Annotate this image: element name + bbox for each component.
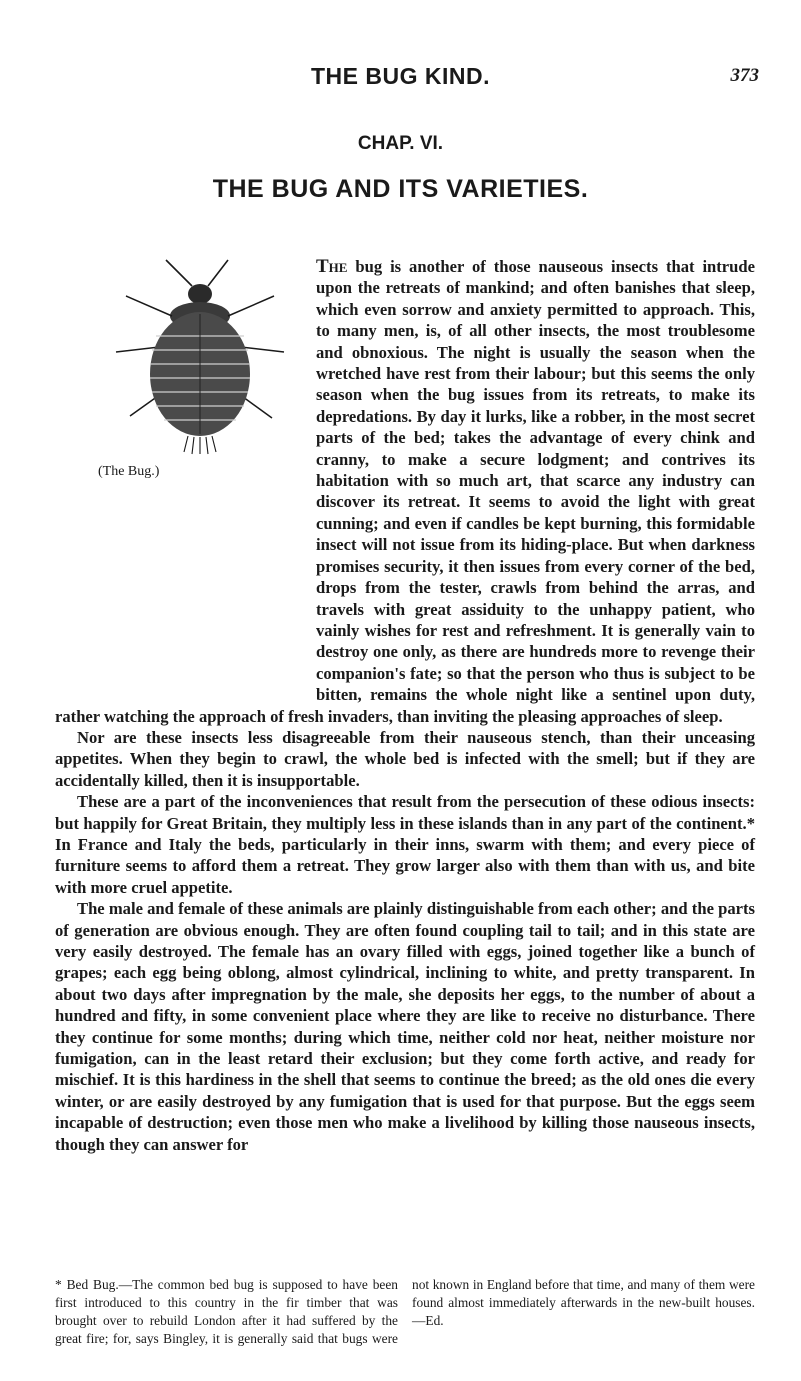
chapter-label: CHAP. VI. [357, 133, 444, 154]
page-number: 373 [730, 65, 759, 86]
running-title: THE BUG KIND. [311, 63, 490, 89]
paragraph-3: These are a part of the inconveniences that result from the persecution of these odious insects: but happily for Great Britain, they multiply less in these islands than in any part of the continent.* In France and Italy the beds, particularly in their inns, swarm with them; and every piece of furniture seems to afford them a retreat. They grow larger also with them than with us, and bite with more cruel appetite. [55, 792, 755, 897]
figure-space [55, 280, 316, 700]
paragraph-4: The male and female of these animals are plainly distinguishable from each other; and the parts of generation are obvious enough. They are often found coupling tail to tail; and in this state are very easily destroyed. The female has an ovary filled with eggs, joined together like a bunch of grapes; each egg being oblong, almost cylindrical, inclining to white, and pretty transparent. In about two days after impregnation by the male, she deposits her eggs, to the number of about a hundred and fifty, in some convenient place where they are like to receive no disturbance. There they continue for some months; during which time, neither cold nor heat, neither moisture nor fumigation, can in the least retard their exclusion; but they come forth active, and ready for mischief. It is this hardiness in the shell that seems to continue the breed; as the old ones die every winter, or are easily destroyed by any fumigation that is used for that purpose. But the eggs seem incapable of destruction; even those men who make a livelihood by killing those nauseous insects, though they can answer for [55, 899, 755, 1154]
paragraph-2: Nor are these insects less disagreeable from their nauseous stench, than their unceasing appetites. When they begin to crawl, the whole bed is infected with the smell; but if they are accidentally killed, then it is insupportable. [55, 727, 755, 790]
paragraph-1-text: bug is another of those nauseous insects that intrude upon the retreats of mankind; and often banishes that sleep, which even sorrow and anxiety permitted to approach. This, to many men, is, of all other insects, the most troublesome and obnoxious. The night is usually the season when the wretched have rest from their labour; but this seems the only season when the bug issues from its retreats, to make its depredations. By day it lurks, like a robber, in the most secret parts of the bed; takes the advantage of every chink and cranny, to make a secure lodgment; and contrives its habitation with so much art, that scarce any industry can discover its retreat. It seems to avoid the light with great cunning; and even if candles be kept burning, this formidable insect will not issue from its hiding-place. But when darkness promises security, it then issues from every corner of the bed, drops from the tester, crawls from behind the arras, and travels with great assiduity to the unhappy patient, who vainly wishes for rest and refreshment. It is generally vain to destroy one only, as there are hundreds more to revenge their companion's fate; so that the person who thus is subject to be bitten, remains the whole night like a sentinel upon duty, rather watching the approach of fresh invaders, than inviting the pleasing approaches of sleep. [55, 257, 755, 726]
running-head [0, 63, 801, 93]
drop-word: The [316, 256, 348, 277]
footnote: * Bed Bug.—The common bed bug is supposed to have been first introduced to this country in the fir timber that was brought over to rebuild London after it had suffered by the great fire; for, says Bingley, it is generally said that bugs were not known in England before that time, and many of them were found almost immediately afterwards in the new-built houses.—Ed. [55, 1277, 755, 1346]
figure-caption: (The Bug.) [98, 464, 160, 479]
chapter-title: THE BUG AND ITS VARIETIES. [212, 175, 589, 203]
main-text [55, 256, 755, 1155]
